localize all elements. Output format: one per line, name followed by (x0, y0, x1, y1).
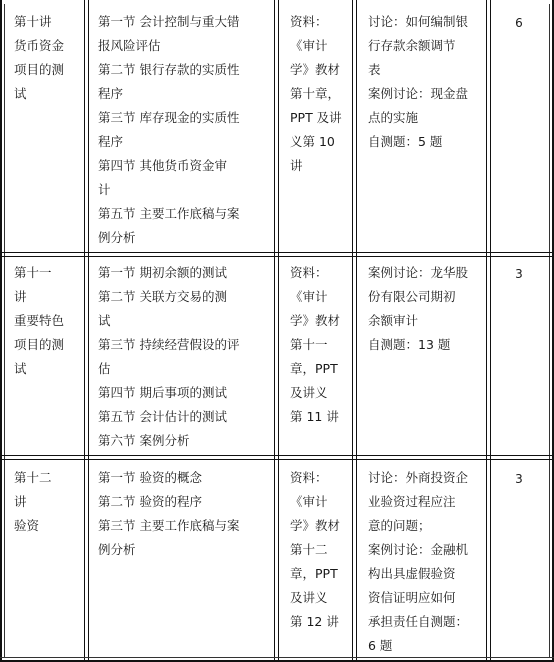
table-border-bottom-inner (0, 657, 554, 658)
hours-cell (494, 263, 544, 293)
hours-value: 3 (515, 472, 523, 486)
materials-cell (290, 261, 350, 451)
materials-text: 资料： 《审计 学》教材 第十章， PPT 及讲 义第 10 讲 (290, 14, 342, 173)
hours-cell (494, 12, 544, 42)
row-divider-1 (0, 252, 554, 253)
hours-value: 6 (515, 16, 523, 30)
sections-cell (98, 10, 270, 250)
sections-cell (98, 466, 270, 654)
sections-list: 第一节 期初余额的测试 第二节 关联方交易的测 试 第三节 持续经营假设的评 估 第四节 期后事项的测试 第五节 会计估计的测试 第六节 案例分析 (98, 265, 240, 448)
activities-text: 讨论：外商投资企 业验资过程应注 意的问题； 案例讨论：金融机 构出具虚假验资 资信证明应如何 承担责任自测题： 6 题 (368, 470, 469, 653)
sections-list: 第一节 会计控制与重大错 报风险评估 第二节 银行存款的实质性 程序 第三节 库存现金的实质性 程序 第四节 其他货币资金审 计 第五节 主要工作底稿与案 例分析 (98, 14, 240, 245)
chapter-cell (14, 10, 82, 246)
table-row (0, 257, 554, 455)
sections-cell (98, 261, 270, 455)
chapter-cell (14, 466, 82, 654)
activities-cell (368, 261, 484, 451)
hours-cell (494, 468, 544, 498)
table-row (0, 0, 554, 252)
hours-value: 3 (515, 267, 523, 281)
row-divider-2 (0, 455, 554, 456)
chapter-title: 第十二 讲 验资 (14, 470, 52, 533)
activities-text: 讨论：如何编制银 行存款余额调节 表 案例讨论：现金盘 点的实施 自测题：5 题 (368, 14, 469, 149)
chapter-title: 第十讲 货币资金 项目的测 试 (14, 14, 65, 101)
activities-cell (368, 10, 484, 246)
materials-text: 资料： 《审计 学》教材 第十一 章，PPT 及讲义 第 11 讲 (290, 265, 341, 424)
materials-cell (290, 10, 350, 246)
materials-text: 资料： 《审计 学》教材 第十二 章，PPT 及讲义 第 12 讲 (290, 470, 341, 629)
activities-text: 案例讨论：龙华股 份有限公司期初 余额审计 自测题：13 题 (368, 265, 469, 352)
chapter-title: 第十一 讲 重要特色 项目的测 试 (14, 265, 65, 376)
table-row (0, 460, 554, 657)
sections-list: 第一节 验资的概念 第二节 验资的程序 第三节 主要工作底稿与案 例分析 (98, 470, 240, 557)
activities-cell (368, 466, 484, 657)
chapter-cell (14, 261, 82, 451)
materials-cell (290, 466, 350, 656)
